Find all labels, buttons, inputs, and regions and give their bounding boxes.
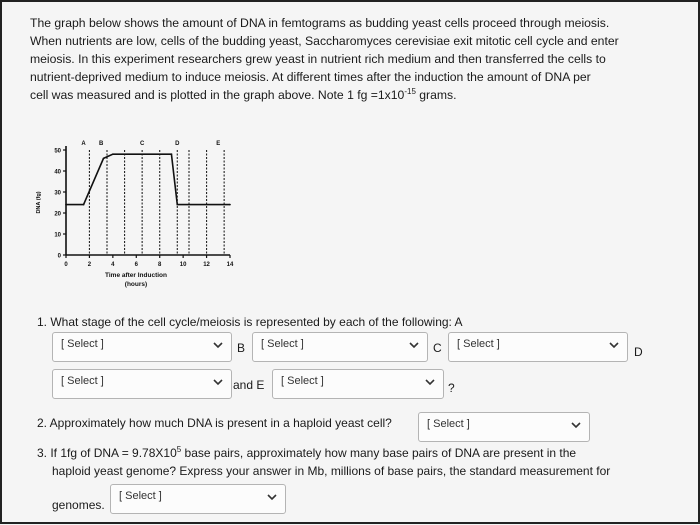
chevron-down-icon [213, 377, 223, 387]
y-tick-label: 40 [54, 169, 61, 176]
stage-label: B [98, 141, 104, 147]
y-tick-label: 20 [54, 211, 61, 218]
x-tick-label: 14 [226, 262, 234, 268]
select-c[interactable] [448, 332, 628, 362]
y-ticks [54, 149, 66, 260]
y-tick-label: 30 [54, 190, 61, 197]
x-tick-label: 10 [179, 262, 187, 268]
chevron-down-icon [213, 340, 223, 350]
y-axis-label [36, 191, 42, 213]
stage-label: D [175, 141, 180, 147]
series-point [171, 153, 173, 155]
y-axis-title: DNA (fg) [36, 191, 42, 214]
label-c: C [433, 341, 442, 355]
intro-line-4: nutrient-deprived medium to induce meiosis. At different times after the induction the amount of DNA per [30, 70, 591, 84]
x-axis-label [105, 272, 167, 288]
series-point [112, 153, 114, 155]
select-d-value: [ Select ] [61, 375, 104, 387]
label-question-mark: ? [448, 381, 455, 395]
x-tick-label: 12 [203, 262, 210, 268]
select-haploid-dna[interactable] [418, 412, 590, 442]
question-1: 1. What stage of the cell cycle/meiosis is represented by each of the following: A [37, 315, 463, 329]
select-a[interactable] [52, 332, 232, 362]
series-point [176, 204, 178, 206]
question-3-line-3: genomes. [52, 498, 105, 512]
x-tick-label: 6 [134, 262, 138, 268]
dna-graph [30, 135, 240, 305]
chevron-down-icon [267, 492, 277, 502]
select-genome-mb[interactable] [110, 484, 286, 514]
series-point [103, 158, 105, 160]
stage-label: A [81, 141, 86, 147]
series-point [83, 204, 85, 206]
intro-line-5: cell was measured and is plotted in the graph above. Note 1 fg $=1x10^{-15}$ grams. [30, 86, 457, 102]
select-genome-mb-value: [ Select ] [119, 490, 162, 502]
select-c-value: [ Select ] [457, 338, 500, 350]
x-tick-label: 0 [64, 262, 68, 268]
intro-line-2: When nutrients are low, cells of the budding yeast, Saccharomyces cerevisiae exit mitotic cell cycle and enter [30, 34, 619, 48]
label-b: B [237, 341, 246, 355]
select-haploid-dna-value: [ Select ] [427, 418, 470, 430]
series-point [229, 204, 231, 206]
stage-labels [81, 141, 220, 147]
select-d[interactable] [52, 369, 232, 399]
select-b-value: [ Select ] [261, 338, 304, 350]
select-a-value: [ Select ] [61, 338, 104, 350]
axes [66, 146, 230, 255]
chevron-down-icon [571, 420, 581, 430]
select-e-value: [ Select ] [281, 375, 324, 387]
intro-line-3: meiosis. In this experiment researchers grew yeast in nutrient rich medium and then transferred the cells to [30, 52, 606, 66]
series-line [66, 154, 230, 204]
chevron-down-icon [609, 340, 619, 350]
intro-paragraph [30, 14, 670, 104]
x-tick-label: 2 [87, 262, 92, 268]
x-tick-label: 4 [111, 262, 115, 268]
label-d: D [634, 345, 643, 359]
select-e[interactable] [272, 369, 444, 399]
question-3-line-2: haploid yeast genome? Express your answer in Mb, millions of base pairs, the standard measurement for [52, 464, 611, 478]
intro-line-1: The graph below shows the amount of DNA in femtograms as budding yeast cells proceed through meiosis. [30, 16, 610, 30]
question-3-line-1: 3. If 1fg of DNA = $9.78X10^5$ base pairs, approximately how many base pairs of DNA are present in the [37, 445, 577, 460]
select-b[interactable] [252, 332, 428, 362]
x-axis-title-line-1: Time after Induction [105, 272, 167, 279]
stage-boundaries [89, 150, 224, 255]
label-and-e: and E [233, 378, 265, 392]
y-tick-label: 50 [54, 148, 61, 155]
stage-label: E [216, 141, 221, 147]
x-ticks [64, 255, 234, 268]
y-tick-label: 10 [54, 232, 61, 239]
x-tick-label: 8 [158, 262, 162, 268]
chevron-down-icon [425, 377, 435, 387]
x-axis-title-line-2: (hours) [124, 281, 148, 288]
chevron-down-icon [409, 340, 419, 350]
y-tick-label: 0 [57, 253, 61, 260]
question-2: 2. Approximately how much DNA is present in a haploid yeast cell? [37, 416, 392, 430]
stage-label: C [139, 141, 145, 147]
dna-series [65, 153, 231, 205]
series-point [65, 204, 67, 206]
